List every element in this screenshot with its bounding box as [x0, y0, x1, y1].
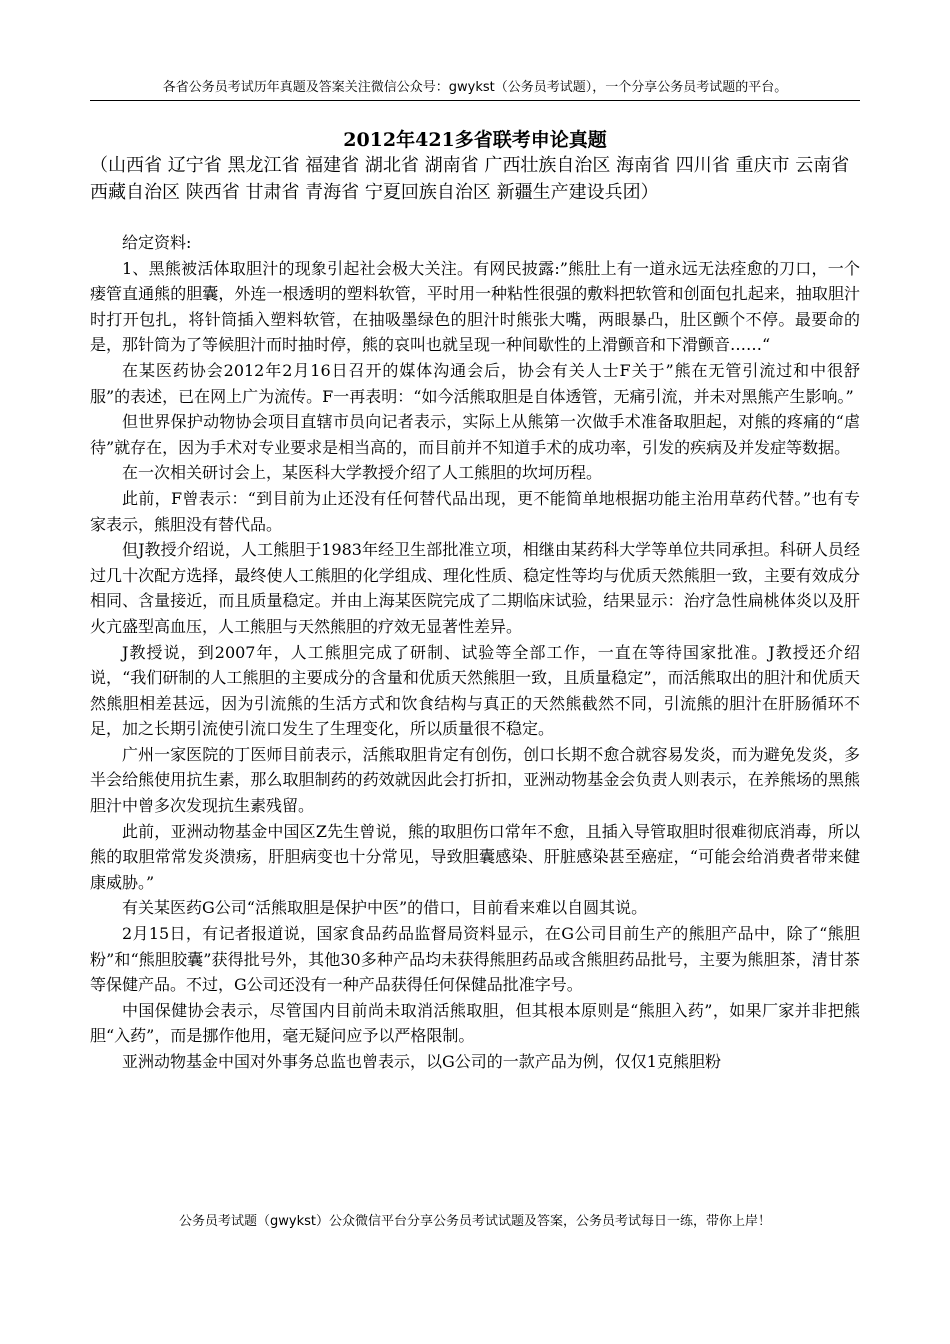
province-list: （山西省 辽宁省 黑龙江省 福建省 湖北省 湖南省 广西壮族自治区 海南省 四川省 重庆市 云南省 西藏自治区 陕西省 甘肃省 青海省 宁夏回族自治区 新疆生产建设兵团）	[90, 155, 850, 203]
paragraph: 广州一家医院的丁医师目前表示，活熊取胆肯定有创伤，创口长期不愈合就容易发炎，而为避免发炎，多半会给熊使用抗生素，那么取胆制药的药效就因此会打折扣，亚洲动物基金会负责人则表示，在养熊场的黑熊胆汁中曾多次发现抗生素残留。	[90, 744, 860, 816]
document-title: 2012年421多省联考申论真题	[343, 129, 607, 151]
paragraph: J教授说，到2007年，人工熊胆完成了研制、试验等全部工作，一直在等待国家批准。J教授还介绍说，“我们研制的人工熊胆的主要成分的含量和优质天然熊胆一致，且质量稳定”，而活熊取出的胆汁和优质天然熊胆相差甚远，因为引流熊的生活方式和饮食结构与真正的天然熊截然不同，引流熊的胆汁在肝肠循环不足，加之长期引流使引流口发生了生理变化，所以质量很不稳定。	[90, 642, 860, 739]
paragraph: 此前，亚洲动物基金中国区Z先生曾说，熊的取胆伤口常年不愈，且插入导管取胆时很难彻底消毒，所以熊的取胆常常发炎溃疡，肝胆病变也十分常见，导致胆囊感染、肝脏感染甚至癌症，“可能会给消费者带来健康威胁。”	[90, 821, 860, 892]
paragraph: 2月15日，有记者报道说，国家食品药品监督局资料显示，在G公司目前生产的熊胆产品中，除了“熊胆粉”和“熊胆胶囊”获得批号外，其他30多种产品均未获得熊胆药品或含熊胆药品批号，主要为熊胆茶，清甘茶等保健产品。不过，G公司还没有一种产品获得任何保健品批准字号。	[90, 924, 860, 995]
page-header: 各省公务员考试历年真题及答案关注微信公众号：gwykst（公务员考试题），一个分享公务员考试题的平台。	[162, 80, 788, 95]
paragraph: 此前，F曾表示：“到目前为止还没有任何替代品出现，更不能简单地根据功能主治用草药代替。”也有专家表示，熊胆没有替代品。	[90, 488, 860, 534]
paragraph: 但J教授介绍说，人工熊胆于1983年经卫生部批准立项，相继由某药科大学等单位共同承担。科研人员经过几十次配方选择，最终使人工熊胆的化学组成、理化性质、稳定性等均与优质天然熊胆一致，主要有效成分相同、含量接近，而且质量稳定。并由上海某医院完成了二期临床试验，结果显示：治疗急性扁桃体炎以及肝火亢盛型高血压，人工熊胆与天然熊胆的疗效无显著性差异。	[90, 540, 860, 636]
page-footer: 公务员考试题（gwykst）公众微信平台分享公务员考试试题及答案，公务员考试每日一练，带你上岸！	[179, 1214, 771, 1229]
paragraph: 中国保健协会表示，尽管国内目前尚未取消活熊取胆，但其根本原则是“熊胆入药”，如果厂家并非把熊胆“入药”，而是挪作他用，毫无疑问应予以严格限制。	[90, 1000, 860, 1046]
paragraph: 但世界保护动物协会项目直辖市员向记者表示，实际上从熊第一次做手术准备取胆起，对熊的疼痛的“虐待”就存在，因为手术对专业要求是相当高的，而目前并不知道手术的成功率，引发的疾病及并发症等数据。	[90, 412, 860, 457]
header-divider	[90, 100, 860, 101]
paragraph: 亚洲动物基金中国对外事务总监也曾表示，以G公司的一款产品为例，仅仅1克熊胆粉	[122, 1052, 721, 1071]
paragraph: 给定资料:	[122, 233, 192, 252]
paragraph: 在一次相关研讨会上，某医科大学教授介绍了人工熊胆的坎坷历程。	[122, 463, 603, 483]
paragraph: 在某医药协会2012年2月16日召开的媒体沟通会后，协会有关人士F关于”熊在无管引流过和中很舒服”的表述，已在网上广为流传。F一再表明：“如今活熊取胆是自体透管，无痛引流，并未对黑熊产生影响。”	[90, 360, 860, 406]
paragraph: 有关某医药G公司“活熊取胆是保护中医”的借口，目前看来难以自圆其说。	[122, 898, 648, 918]
paragraph: 1、黑熊被活体取胆汁的现象引起社会极大关注。有网民披露:”熊肚上有一道永远无法痊愈的刀口，一个瘘管直通熊的胆囊，外连一根透明的塑料软管，平时用一种粘性很强的敷料把软管和创面包扎起来，抽取胆汁时打开包扎，将针筒插入塑料软管，在抽吸墨绿色的胆汁时熊张大嘴，两眼暴凸，肚区颤个不停。最要命的是，那针筒为了等候胆汁而时抽时停，熊的哀叫也就呈现一种间歇性的上滑颤音和下滑颤音……“	[90, 258, 860, 355]
document-body	[90, 230, 860, 1075]
